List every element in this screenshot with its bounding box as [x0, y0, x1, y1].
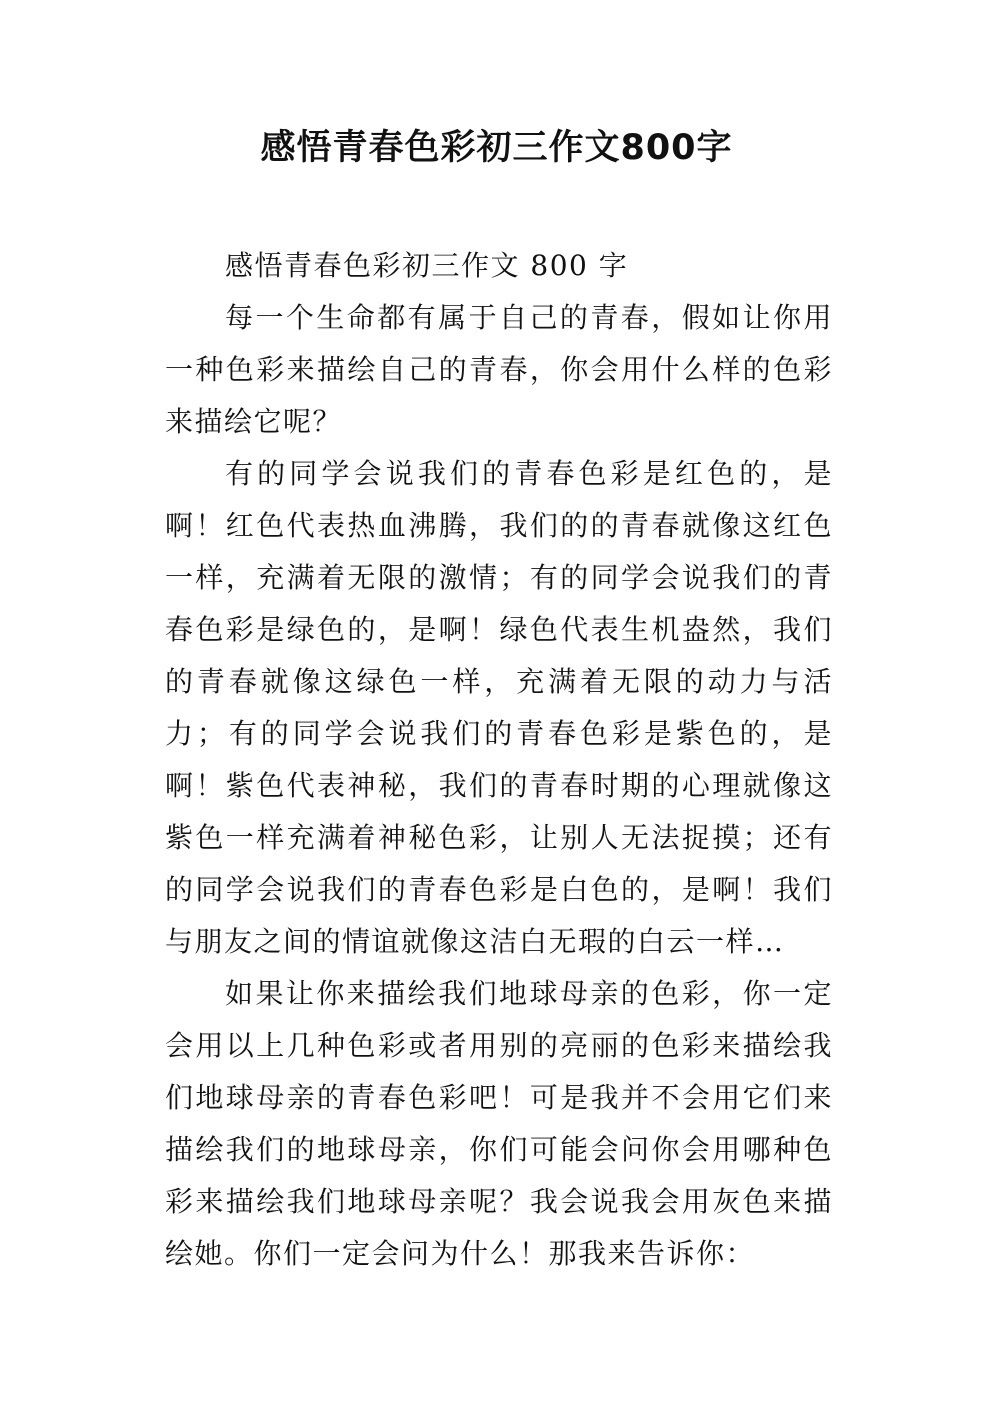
article-subtitle: 感悟青春色彩初三作文 800 字 [225, 249, 629, 282]
article-body [165, 240, 833, 1280]
page-title: 感悟青春色彩初三作文800字 [260, 128, 733, 168]
paragraph-1: 每一个生命都有属于自己的青春，假如让你用一种色彩来描绘自己的青春，你会用什么样的色彩来描绘它呢？ [165, 301, 833, 438]
paragraph-3: 如果让你来描绘我们地球母亲的色彩，你一定会用以上几种色彩或者用别的亮丽的色彩来描绘我们地球母亲的青春色彩吧！可是我并不会用它们来描绘我们的地球母亲，你们可能会问你会用哪种色彩来描绘我们地球母亲呢？我会说我会用灰色来描绘她。你们一定会问为什么！那我来告诉你： [165, 977, 833, 1270]
paragraph-2: 有的同学会说我们的青春色彩是红色的，是啊！红色代表热血沸腾，我们的的青春就像这红色一样，充满着无限的激情；有的同学会说我们的青春色彩是绿色的，是啊！绿色代表生机盎然，我们的青春就像这绿色一样，充满着无限的动力与活力；有的同学会说我们的青春色彩是紫色的，是啊！紫色代表神秘，我们的青春时期的心理就像这紫色一样充满着神秘色彩，让别人无法捉摸；还有的同学会说我们的青春色彩是白色的，是啊！我们与朋友之间的情谊就像这洁白无瑕的白云一样… [165, 457, 833, 958]
